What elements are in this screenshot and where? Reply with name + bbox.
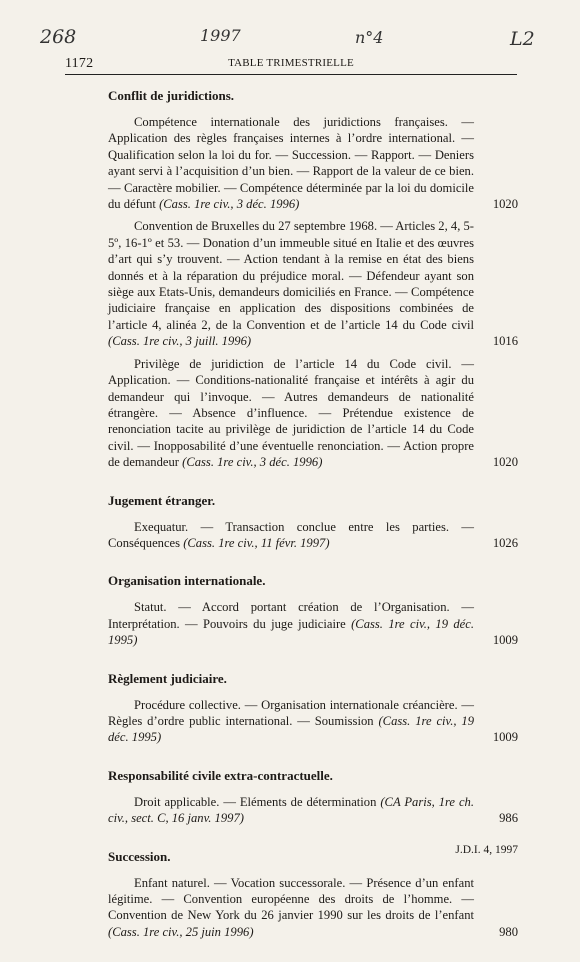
entry-citation: (Cass. 1re civ., 3 déc. 1996) [159, 197, 300, 212]
entry-page: 986 [499, 811, 518, 826]
section-conflit [108, 88, 518, 471]
entry-text: Exequatur. — Transaction conclue entre les parties. — Conséquences [108, 519, 474, 550]
journal-footer: J.D.I. 4, 1997 [455, 844, 518, 856]
index-entry [108, 875, 518, 941]
section-title: Organisation internationale. [108, 573, 266, 589]
entry-page: 980 [499, 924, 518, 939]
entry-text: Privilège de juridiction de l’article 14 du Code civil. — Application. — Conditions-nationalité française et intérêts à agir du demandeur qui l’invoque. — Autres demandeurs de nationalité étrangère. — Absence d’influence. — Prétendue existence de renonciation tacite au privilège de juridiction de l’article 14 du Code civil. — Inopposabilité d’une éventuelle renonciation. — Action propre de demandeur [108, 356, 474, 470]
entry-citation: (Cass. 1re civ., 19 déc. 1995) [108, 713, 474, 745]
entry-citation: (Cass. 1re civ., 19 déc. 1995) [108, 616, 474, 648]
entry-page: 1009 [492, 730, 518, 745]
section-organisation-internationale [108, 573, 518, 648]
section-responsabilite-civile [108, 768, 518, 827]
index-content [108, 88, 518, 962]
section-succession [108, 849, 518, 941]
entry-citation: (Cass. 1re civ., 3 déc. 1996) [182, 455, 323, 470]
handwritten-annotation-1: 268 [40, 26, 77, 48]
section-title: Responsabilité civile extra-contractuelle. [108, 767, 333, 783]
entry-page: 1009 [492, 633, 518, 648]
index-entry [108, 519, 518, 552]
entry-page: 1020 [492, 455, 518, 470]
entry-citation: (Cass. 1re civ., 25 juin 1996) [108, 924, 254, 939]
entry-text: Convention de Bruxelles du 27 septembre 1968. — Articles 2, 4, 5-5º, 16-1º et 53. — Donation d’un immeuble situé en Italie et des œuvres d’art qui s’y trouvent. — Action tendant à la remise en état des biens donnés et à la réparation du préjudice moral. — Défendeur ayant son siège aux Etats-Unis, demandeurs domiciliés en France. — Compétence judiciaire française en application des dispositions combinées de l’article 4, alinéa 2, de la Convention et de l’article 14 du Code civil [108, 219, 474, 332]
running-header [65, 56, 517, 75]
handwritten-annotation-3: n°4 [355, 28, 384, 47]
entry-text: Statut. — Accord portant création de l’Organisation. — Interprétation. — Pouvoirs du juge judiciaire [108, 600, 474, 631]
section-title: Succession. [108, 848, 171, 864]
section-reglement-judiciaire [108, 671, 518, 746]
handwritten-annotation-4: L2 [510, 28, 535, 50]
header-title: TABLE TRIMESTRIELLE [228, 57, 354, 69]
index-entry [108, 697, 518, 746]
entry-page: 1016 [492, 334, 518, 349]
entry-text: Droit applicable. — Eléments de détermination [134, 794, 377, 809]
page-number: 1172 [65, 56, 94, 71]
entry-text: Compétence internationale des juridictions françaises. — Application des règles françaises internes à l’ordre international. — Qualification selon la loi du for. — Succession. — Rapport. — Deniers ayant servi à l’acquisition d’un bien. — Rapport de la valeur de ce bien. — Caractère mobilier. — Compétence déterminée par la loi du domicile du défunt [108, 115, 474, 212]
index-entry [108, 356, 518, 471]
handwritten-annotation-2: 1997 [200, 26, 241, 45]
index-entry [108, 599, 518, 648]
entry-citation: (Cass. 1re civ., 11 févr. 1997) [183, 535, 330, 550]
index-entry [108, 794, 518, 827]
entry-citation: (Cass. 1re civ., 3 juill. 1996) [108, 334, 252, 349]
section-title: Règlement judiciaire. [108, 670, 227, 686]
index-entry [108, 218, 518, 349]
entry-text: Procédure collective. — Organisation internationale créancière. — Règles d’ordre public international. — Soumission [108, 697, 474, 728]
entry-page: 1020 [492, 197, 518, 212]
section-jugement-etranger [108, 493, 518, 552]
section-title: Jugement étranger. [108, 492, 216, 508]
index-entry [108, 114, 518, 212]
entry-text: Enfant naturel. — Vocation successorale. — Présence d’un enfant légitime. — Convention européenne des droits de l’homme. — Convention de New York du 26 janvier 1990 sur les droits de l’enfant [108, 875, 474, 923]
entry-citation: (CA Paris, 1re ch. civ., sect. C, 16 janv. 1997) [108, 794, 474, 826]
entry-page: 1026 [492, 535, 518, 550]
section-title: Conflit de juridictions. [108, 88, 235, 103]
